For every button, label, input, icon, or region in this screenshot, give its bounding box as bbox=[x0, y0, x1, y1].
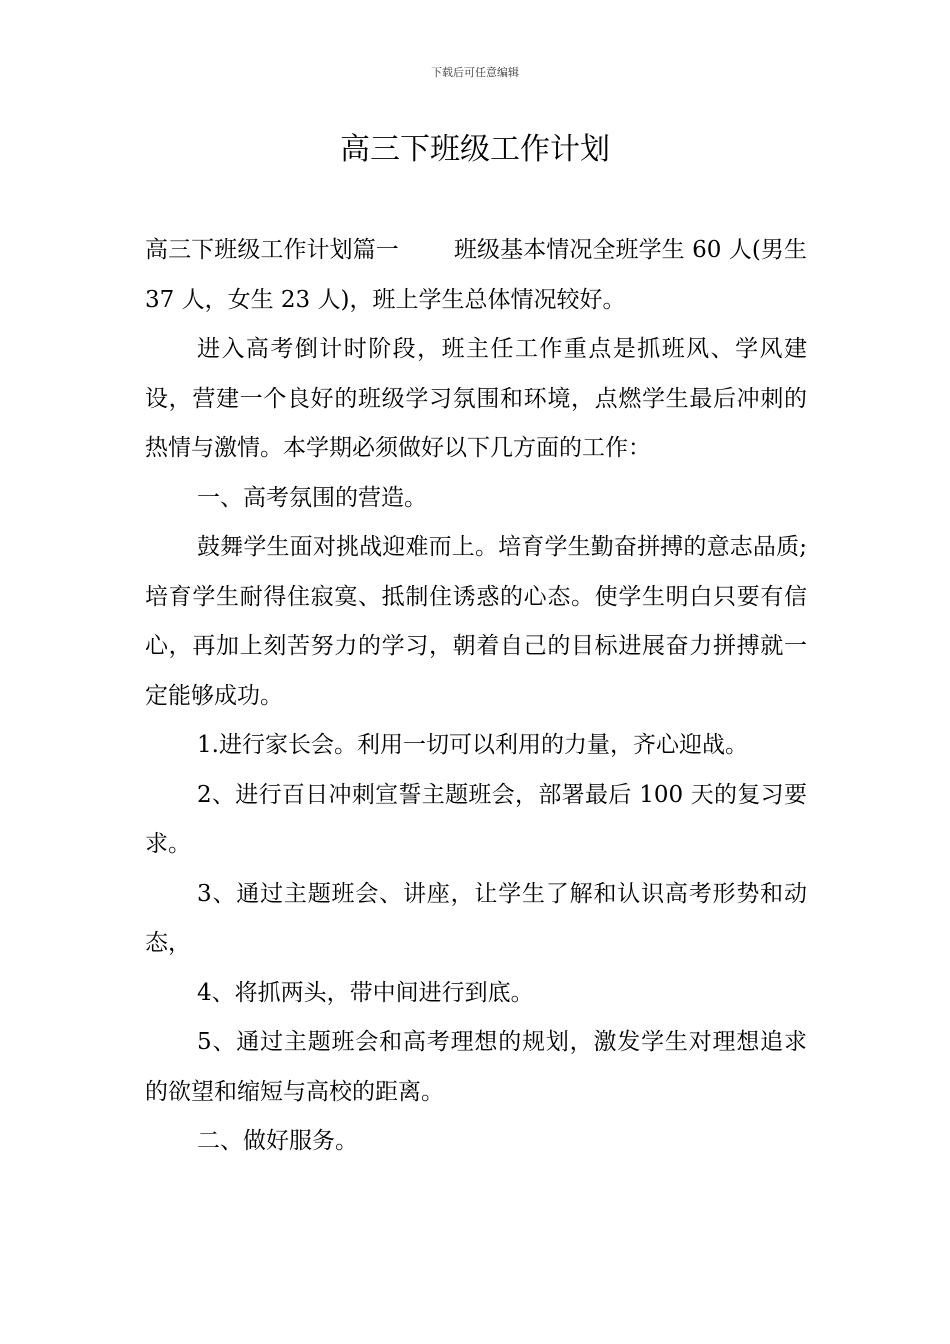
intro-paragraph bbox=[145, 226, 807, 325]
section-heading-inline: 高三下班级工作计划篇一 bbox=[145, 237, 399, 263]
document-body bbox=[145, 226, 807, 1167]
section-heading-service: 二、做好服务。 bbox=[197, 1128, 358, 1154]
list-item-3: 3、通过主题班会、讲座，让学生了解和认识高考形势和动态， bbox=[145, 880, 807, 956]
paragraph-encouragement: 鼓舞学生面对挑战迎难而上。培育学生勤奋拼搏的意志品质;培育学生耐得住寂寞、抵制住诱惑的心态。使学生明白只要有信心，再加上刻苦努力的学习，朝着自己的目标进展奋力拼搏就一定能够成功。 bbox=[145, 534, 807, 709]
list-item-2: 2、进行百日冲刺宣誓主题班会，部署最后 100 天的复习要求。 bbox=[145, 781, 807, 857]
page-header-note: 下载后可任意编辑 bbox=[431, 66, 519, 79]
section-heading-atmosphere: 一、高考氛围的营造。 bbox=[197, 484, 427, 511]
list-item-5: 5、通过主题班会和高考理想的规划，激发学生对理想追求的欲望和缩短与高校的距离。 bbox=[145, 1029, 807, 1105]
intro-text: 班级基本情况全班学生 60 人(男生 37 人，女生 23 人)，班上学生总体情况较好。 bbox=[145, 237, 807, 313]
document-title: 高三下班级工作计划 bbox=[340, 132, 610, 167]
list-item-1: 1.进行家长会。利用一切可以利用的力量，齐心迎战。 bbox=[197, 732, 748, 758]
paragraph-focus: 进入高考倒计时阶段，班主任工作重点是抓班风、学风建设，营建一个良好的班级学习氛围和环境，点燃学生最后冲刺的热情与激情。本学期必须做好以下几方面的工作： bbox=[145, 336, 807, 461]
list-item-4: 4、将抓两头，带中间进行到底。 bbox=[197, 979, 534, 1006]
